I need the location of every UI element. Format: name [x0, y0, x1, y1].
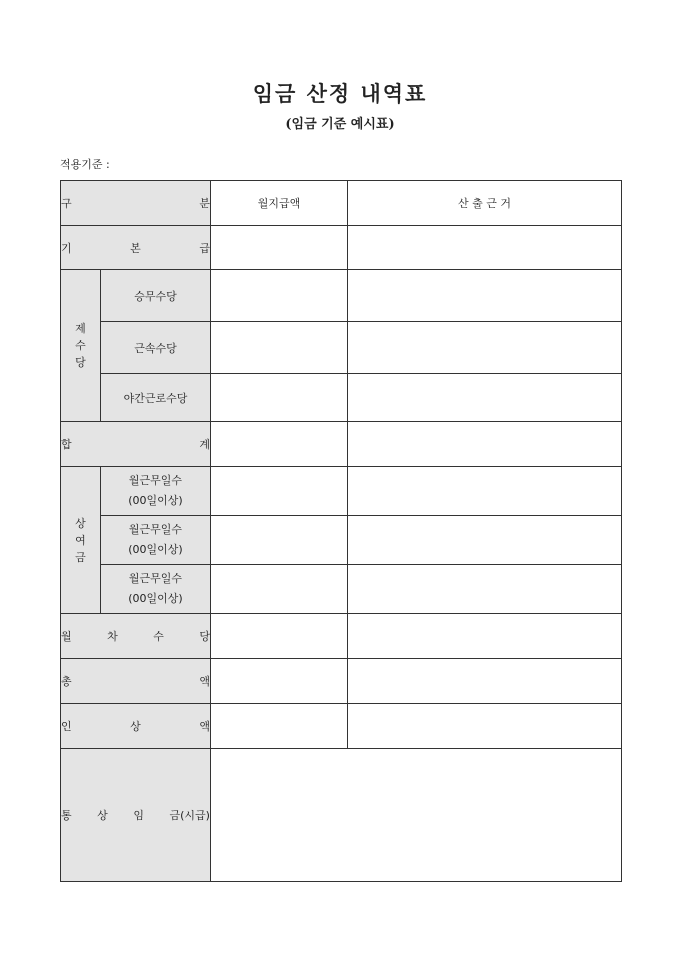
monthly-leave-amount-cell[interactable]: [211, 614, 348, 659]
allowance-basis-cell[interactable]: [348, 322, 622, 374]
bonus-item-label: 월근무일수 (00일이상): [101, 516, 211, 565]
total-amount-cell[interactable]: [211, 422, 348, 467]
document-title: 임금 산정 내역표: [252, 81, 428, 106]
row-bonus-2: [61, 516, 622, 565]
allowance-item-label: 야간근로수당: [101, 374, 211, 422]
header-category: 구 분: [61, 181, 211, 226]
monthly-leave-label: 월 차 수 당: [61, 614, 211, 659]
row-raise: [61, 704, 622, 749]
gross-basis-cell[interactable]: [348, 659, 622, 704]
gross-label: 총 액: [61, 659, 211, 704]
row-allowance-1: [61, 270, 622, 322]
bonus-item-label: 월근무일수 (00일이상): [101, 565, 211, 614]
monthly-leave-basis-cell[interactable]: [348, 614, 622, 659]
gross-amount-cell[interactable]: [211, 659, 348, 704]
row-bonus-3: [61, 565, 622, 614]
bonus-group-label: 상 여 금: [61, 467, 101, 614]
ordinary-wage-label: 통 상 임 금(시급): [61, 749, 211, 882]
total-basis-cell[interactable]: [348, 422, 622, 467]
row-allowance-3: [61, 374, 622, 422]
header-amount: 월지급액: [211, 181, 348, 226]
allowances-group-label: 제 수 당: [61, 270, 101, 422]
row-total: [61, 422, 622, 467]
bonus-amount-cell[interactable]: [211, 565, 348, 614]
basic-pay-basis-cell[interactable]: [348, 226, 622, 270]
row-gross: [61, 659, 622, 704]
basis-label: 적용기준 :: [60, 158, 110, 171]
allowance-amount-cell[interactable]: [211, 374, 348, 422]
document-subtitle: (임금 기준 예시표): [285, 117, 395, 132]
raise-label: 인 상 액: [61, 704, 211, 749]
bonus-amount-cell[interactable]: [211, 516, 348, 565]
bonus-amount-cell[interactable]: [211, 467, 348, 516]
allowance-item-label: 승무수당: [101, 270, 211, 322]
allowance-basis-cell[interactable]: [348, 270, 622, 322]
row-bonus-1: [61, 467, 622, 516]
bonus-item-label: 월근무일수 (00일이상): [101, 467, 211, 516]
allowance-amount-cell[interactable]: [211, 270, 348, 322]
bonus-basis-cell[interactable]: [348, 467, 622, 516]
basic-pay-amount-cell[interactable]: [211, 226, 348, 270]
allowance-amount-cell[interactable]: [211, 322, 348, 374]
row-monthly-leave: [61, 614, 622, 659]
header-basis: 산 출 근 거: [348, 181, 622, 226]
row-ordinary-wage: [61, 749, 622, 882]
raise-amount-cell[interactable]: [211, 704, 348, 749]
bonus-basis-cell[interactable]: [348, 516, 622, 565]
raise-basis-cell[interactable]: [348, 704, 622, 749]
wage-calculation-table: [60, 180, 622, 882]
row-allowance-2: [61, 322, 622, 374]
bonus-basis-cell[interactable]: [348, 565, 622, 614]
ordinary-wage-value-cell[interactable]: [211, 749, 622, 882]
row-basic-pay: [61, 226, 622, 270]
allowance-item-label: 근속수당: [101, 322, 211, 374]
basic-pay-label: 기 본 급: [61, 226, 211, 270]
total-label: 합 계: [61, 422, 211, 467]
allowance-basis-cell[interactable]: [348, 374, 622, 422]
table-header-row: [61, 181, 622, 226]
